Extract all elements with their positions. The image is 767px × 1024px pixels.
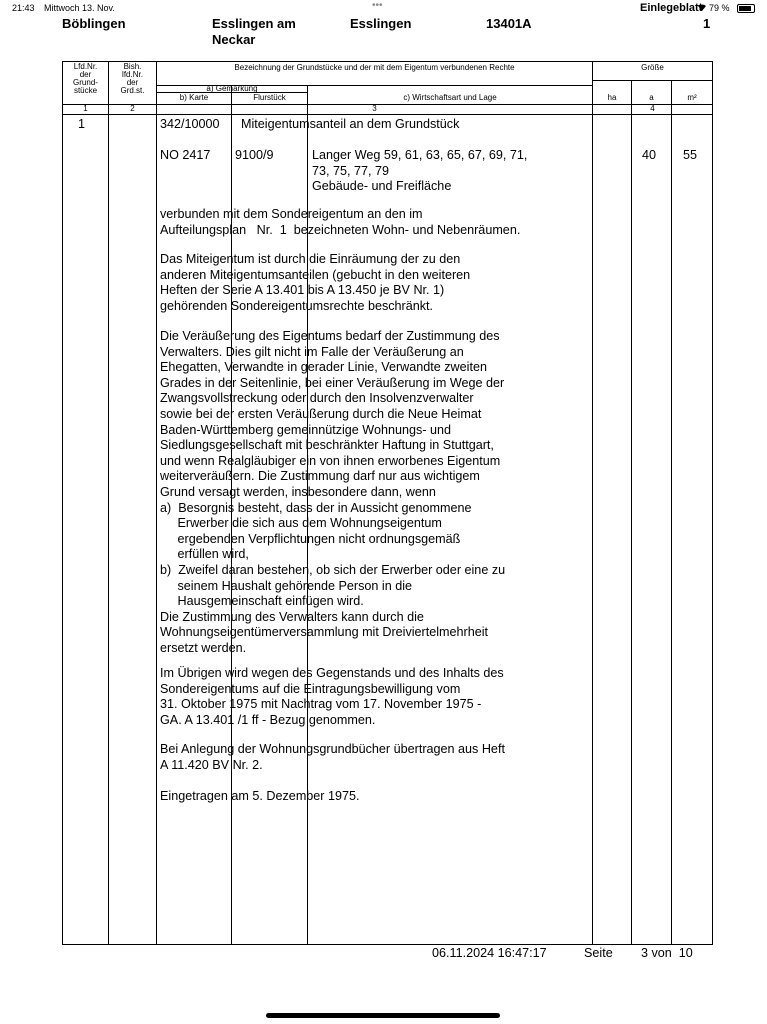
paragraph-sondereigentum: verbunden mit dem Sondereigentum an den im Aufteilungsplan Nr. 1 bezeichneten Wohn- und Nebenräumen. xyxy=(160,207,521,237)
footer-seite-label: Seite xyxy=(584,946,613,960)
header-flurstueck: Flurstück xyxy=(253,93,286,102)
home-indicator[interactable] xyxy=(266,1013,500,1018)
header-bish-lfd-nr: Bish. lfd.Nr. der Grd.st. xyxy=(120,62,145,95)
entry-flurstueck: 9100/9 xyxy=(235,148,274,162)
header-groesse: Größe xyxy=(641,63,664,72)
battery-icon xyxy=(737,4,755,13)
entry-anteil-text: Miteigentumsanteil an dem Grundstück xyxy=(241,117,460,131)
grundbuch-von: Esslingen xyxy=(350,16,412,31)
entry-lfd-nr: 1 xyxy=(78,117,86,131)
column-number-2: 2 xyxy=(130,104,135,113)
footer-timestamp: 06.11.2024 16:47:17 xyxy=(432,946,547,960)
battery-percent: 79 % xyxy=(709,3,730,13)
amtsgericht: Böblingen xyxy=(62,16,126,31)
footer-page-count: 3 von 10 xyxy=(641,946,693,960)
entry-karte: NO 2417 xyxy=(160,148,211,162)
header-wirtschaftsart: c) Wirtschaftsart und Lage xyxy=(403,93,497,102)
multitask-dots[interactable]: ••• xyxy=(372,0,383,11)
blatt-number: 13401A xyxy=(486,16,532,31)
header-a: a xyxy=(649,93,654,102)
paragraph-anlegung: Bei Anlegung der Wohnungsgrundbücher übertragen aus Heft A 11.420 BV Nr. 2. xyxy=(160,742,505,772)
header-gemarkung: a) Gemarkung xyxy=(206,84,258,93)
header-m2: m² xyxy=(687,93,697,102)
column-number-4: 4 xyxy=(650,104,655,113)
column-number-3: 3 xyxy=(372,104,377,113)
seite-number: 1 xyxy=(703,16,711,31)
header-karte: b) Karte xyxy=(179,93,209,102)
header-ha: ha xyxy=(607,93,617,102)
entry-lage: Langer Weg 59, 61, 63, 65, 67, 69, 71, 73, 75, 77, 79 Gebäude- und Freifläche xyxy=(312,148,528,193)
grundbuchamt: Esslingen am Neckar xyxy=(212,16,296,47)
paragraph-beschraenkung: Das Miteigentum ist durch die Einräumung der zu den anderen Miteigentumsanteilen (gebucht in den weiteren Heften der Serie A 13.401 bis A 13.450 je BV Nr. 1) gehörenden Sondereigentumsrechte beschränkt. xyxy=(160,252,471,313)
einlegeblatt-label: Einlegeblatt xyxy=(640,2,703,14)
header-lfd-nr: Lfd.Nr. der Grund- stücke xyxy=(73,62,98,95)
header-bezeichnung: Bezeichnung der Grundstücke und der mit dem Eigentum verbundenen Rechte xyxy=(234,63,515,72)
paragraph-zustimmung: Die Veräußerung des Eigentums bedarf der Zustimmung des Verwalters. Dies gilt nicht im Falle der Veräußerung an Ehegatten, Verwandte in gerader Linie, Verwandte zweiten Grades in der Seitenlinie, bei einer Veräußerung im Wege der Zwangsvollstreckung oder durch den Insolvenzverwalter sowie bei der ersten Veräußerung durch die Neue Heimat Baden-Württemberg gemeinnützige Wohnungs- und Siedlungsgesellschaft mit beschränkter Haftung in Stuttgart, und wenn Realgläubiger ein von ihnen erworbenes Eigentum weiterveräußern. Die Zustimmung darf nur aus wichtigem Grund versagt werden, insbesondere dann, wenn a) Besorgnis besteht, dass der in Aussicht genommene Erwerber die sich aus dem Wohnungseigentum ergebenden Verpflichtungen nicht ordnungsgemäß erfüllen wird, b) Zweifel daran bestehen, ob sich der Erwerber oder eine zu seinem Haushalt gehörende Person in die Hausgemeinschaft einfügen wird. Die Zustimmung des Verwalters kann durch die Wohnungseigentümerversammlung mit Dreiviertelmehrheit ersetzt werden. xyxy=(160,329,506,655)
entry-area-a: 40 xyxy=(642,148,657,162)
status-date: Mittwoch 13. Nov. xyxy=(44,3,115,13)
entry-area-m2: 55 xyxy=(683,148,698,162)
column-number-1: 1 xyxy=(83,104,88,113)
status-time: 21:43 xyxy=(12,3,35,13)
entry-anteil: 342/10000 xyxy=(160,117,220,131)
paragraph-eingetragen: Eingetragen am 5. Dezember 1975. xyxy=(160,789,360,803)
paragraph-bezug: Im Übrigen wird wegen des Gegenstands und des Inhalts des Sondereigentums auf die Eintragungsbewilligung vom 31. Oktober 1975 mit Nachtrag vom 17. November 1975 - GA. A 13.401 /1 ff - Bezug genommen. xyxy=(160,666,504,727)
